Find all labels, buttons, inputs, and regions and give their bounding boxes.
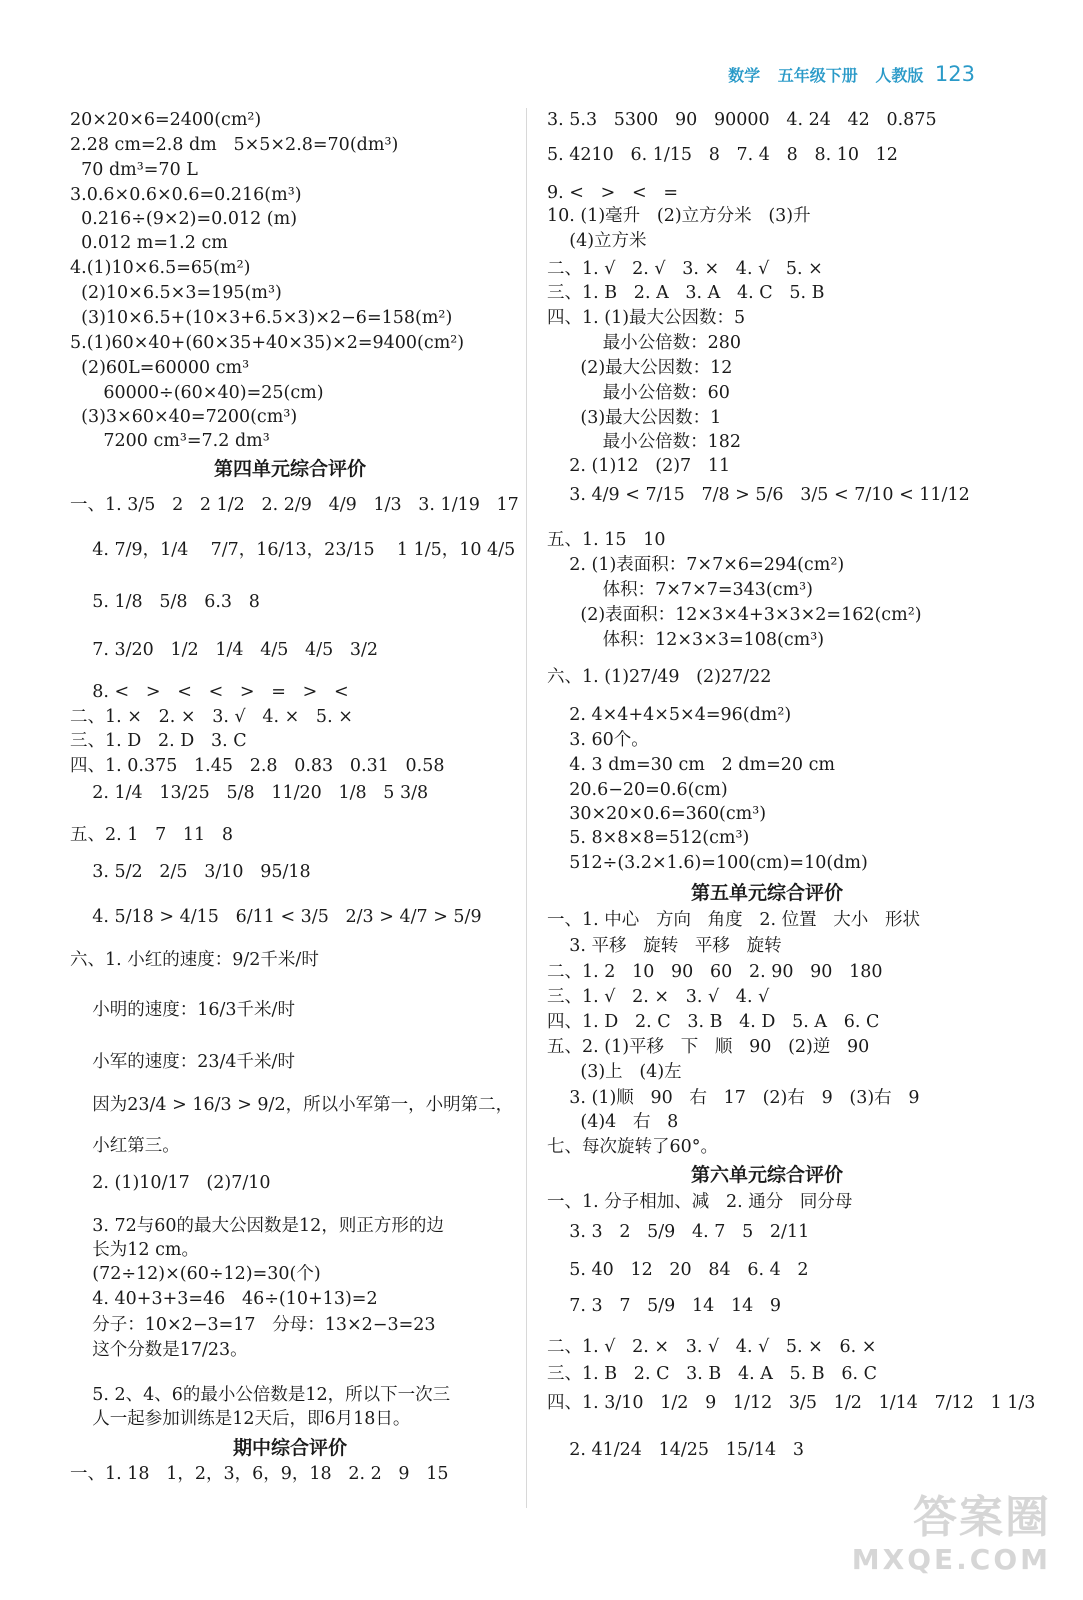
- answer-line: 7. 3/20 1/2 1/4 4/5 4/5 3/2: [70, 640, 379, 660]
- answer-line: (2)60L=60000 cm³: [70, 358, 250, 378]
- answer-line: 最小公倍数：280: [547, 333, 742, 353]
- answer-line: 一、1. 3/5 2 2 1/2 2. 2/9 4/9 1/3 3. 1/19 17: [70, 495, 519, 515]
- page-header: [716, 62, 975, 86]
- answer-line: 四、1. D 2. C 3. B 4. D 5. A 6. C: [547, 1012, 880, 1032]
- answer-line: 最小公倍数：60: [547, 383, 730, 403]
- answer-line: 三、1. √ 2. × 3. √ 4. √: [547, 987, 770, 1007]
- answer-line: 4. 3 dm=30 cm 2 dm=20 cm: [547, 755, 835, 775]
- answer-line: 5.(1)60×40+(60×35+40×35)×2=9400(cm²): [70, 333, 465, 353]
- answer-line: 30×20×0.6=360(cm³): [547, 804, 767, 824]
- answer-line: 2. 4×4+4×5×4=96(dm²): [547, 705, 792, 725]
- answer-line: (3)最大公因数：1: [547, 408, 722, 428]
- answer-line: 2. 41/24 14/25 15/14 3: [547, 1440, 805, 1460]
- answer-line: 3. 3 2 5/9 4. 7 5 2/11: [547, 1222, 810, 1242]
- section-title: 第五单元综合评价: [690, 882, 843, 904]
- section-title: 第六单元综合评价: [690, 1164, 843, 1186]
- answer-line: 9. < > < =: [547, 183, 678, 203]
- answer-line: 3. 60个。: [547, 730, 649, 750]
- answer-line: 人一起参加训练是12天后，即6月18日。: [70, 1409, 411, 1429]
- answer-line: 2. (1)12 (2)7 11: [547, 456, 731, 476]
- answer-line: 小明的速度：16/3千米/时: [70, 1000, 295, 1020]
- answer-line: (4)4 右 8: [547, 1112, 679, 1132]
- answer-line: 因为23/4 > 16/3 > 9/2，所以小军第一，小明第二，: [70, 1095, 514, 1115]
- answer-line: 4. 5/18 > 4/15 6/11 < 3/5 2/3 > 4/7 > 5/9: [70, 907, 482, 927]
- answer-line: 二、1. √ 2. √ 3. × 4. √ 5. ×: [547, 259, 823, 279]
- answer-line: 六、1. (1)27/49 (2)27/22: [547, 667, 772, 687]
- watermark: [851, 1492, 1051, 1582]
- answer-line: 4. 40+3+3=46 46÷(10+13)=2: [70, 1289, 378, 1309]
- answer-line: 5. 1/8 5/8 6.3 8: [70, 592, 260, 612]
- answer-line: 三、1. D 2. D 3. C: [70, 731, 247, 751]
- answer-line: 8. < > < < > = > <: [70, 682, 349, 702]
- answer-line: (2)表面积：12×3×4+3×3×2=162(cm²): [547, 605, 922, 625]
- section-title: 期中综合评价: [232, 1437, 347, 1459]
- answer-line: 长为12 cm。: [70, 1240, 199, 1260]
- answer-line: 5. 40 12 20 84 6. 4 2: [547, 1260, 809, 1280]
- answer-line: 5. 4210 6. 1/15 8 7. 4 8 8. 10 12: [547, 145, 898, 165]
- answer-line: 3. 4/9 < 7/15 7/8 > 5/6 3/5 < 7/10 < 11/12: [547, 485, 970, 505]
- answer-line: (72÷12)×(60÷12)=30(个): [70, 1264, 321, 1284]
- answer-line: 五、2. 1 7 11 8: [70, 825, 233, 845]
- answer-line: (2)最大公因数：12: [547, 358, 733, 378]
- answer-line: 一、1. 18 1，2，3，6，9，18 2. 2 9 15: [70, 1464, 449, 1484]
- answer-line: 二、1. 2 10 90 60 2. 90 90 180: [547, 962, 883, 982]
- answer-line: 60000÷(60×40)=25(cm): [70, 383, 324, 403]
- answer-line: 六、1. 小红的速度：9/2千米/时: [70, 950, 319, 970]
- watermark-url: MXQE.COM: [851, 1543, 1051, 1576]
- answer-line: 20×20×6=2400(cm²): [70, 110, 262, 130]
- answer-line: 小军的速度：23/4千米/时: [70, 1052, 295, 1072]
- answer-line: 3. 平移 旋转 平移 旋转: [547, 936, 782, 956]
- answer-line: 二、1. × 2. × 3. √ 4. × 5. ×: [70, 707, 353, 727]
- answer-line: (4)立方米: [547, 231, 647, 251]
- answer-line: (3)上 (4)左: [547, 1062, 682, 1082]
- answer-line: 20.6−20=0.6(cm): [547, 780, 728, 800]
- edition: 人教版: [875, 66, 924, 85]
- answer-line: 三、1. B 2. A 3. A 4. C 5. B: [547, 283, 825, 303]
- answer-line: 3.0.6×0.6×0.6=0.216(m³): [70, 185, 302, 205]
- answer-line: 2. 1/4 13/25 5/8 11/20 1/8 5 3/8: [70, 783, 429, 803]
- answer-line: 512÷(3.2×1.6)=100(cm)=10(dm): [547, 853, 868, 873]
- answer-line: 3. (1)顺 90 右 17 (2)右 9 (3)右 9: [547, 1088, 920, 1108]
- answer-line: 4.(1)10×6.5=65(m²): [70, 258, 251, 278]
- answer-line: 0.012 m=1.2 cm: [70, 233, 228, 253]
- answer-line: 4. 7/9，1/4 7/7，16/13，23/15 1 1/5，10 4/5: [70, 540, 516, 560]
- answer-line: 一、1. 分子相加、减 2. 通分 同分母: [547, 1192, 853, 1212]
- answer-line: 2.28 cm=2.8 dm 5×5×2.8=70(dm³): [70, 135, 399, 155]
- answer-line: 五、2. (1)平移 下 顺 90 (2)逆 90: [547, 1037, 870, 1057]
- answer-line: 10. (1)毫升 (2)立方分米 (3)升: [547, 206, 811, 226]
- answer-line: 分子：10×2−3=17 分母：13×2−3=23: [70, 1315, 436, 1335]
- page-number: 123: [934, 62, 975, 86]
- answer-line: 0.216÷(9×2)=0.012 (m): [70, 209, 298, 229]
- grade: 五年级下册: [777, 66, 858, 85]
- answer-line: 五、1. 15 10: [547, 530, 666, 550]
- answer-line: 70 dm³=70 L: [70, 160, 198, 180]
- answer-line: 三、1. B 2. C 3. B 4. A 5. B 6. C: [547, 1364, 877, 1384]
- answer-line: 体积：7×7×7=343(cm³): [547, 580, 813, 600]
- answer-line: (3)3×60×40=7200(cm³): [70, 407, 298, 427]
- answer-line: 二、1. √ 2. × 3. √ 4. √ 5. × 6. ×: [547, 1337, 877, 1357]
- answer-line: 体积：12×3×3=108(cm³): [547, 630, 825, 650]
- answer-line: 这个分数是17/23。: [70, 1340, 248, 1360]
- watermark-logo: 答案圈: [913, 1492, 1051, 1543]
- answer-line: 一、1. 中心 方向 角度 2. 位置 大小 形状: [547, 910, 920, 930]
- answer-line: 3. 5.3 5300 90 90000 4. 24 42 0.875: [547, 110, 937, 130]
- section-title: 第四单元综合评价: [213, 458, 366, 480]
- answer-line: 2. (1)表面积：7×7×6=294(cm²): [547, 555, 845, 575]
- answer-line: 7200 cm³=7.2 dm³: [70, 431, 270, 451]
- answer-line: 5. 2、4、6的最小公倍数是12，所以下一次三: [70, 1385, 451, 1405]
- answer-line: (3)10×6.5+(10×3+6.5×3)×2−6=158(m²): [70, 308, 453, 328]
- answer-line: 3. 5/2 2/5 3/10 95/18: [70, 862, 311, 882]
- answer-line: 四、1. 3/10 1/2 9 1/12 3/5 1/2 1/14 7/12 1 1/3: [547, 1393, 1036, 1413]
- answer-line: 四、1. 0.375 1.45 2.8 0.83 0.31 0.58: [70, 756, 445, 776]
- column-divider: [526, 108, 527, 1508]
- answer-line: 四、1. (1)最大公因数：5: [547, 308, 746, 328]
- answer-line: 最小公倍数：182: [547, 432, 742, 452]
- subject: 数学: [728, 66, 761, 85]
- answer-line: 3. 72与60的最大公因数是12，则正方形的边: [70, 1216, 444, 1236]
- answer-line: 5. 8×8×8=512(cm³): [547, 828, 750, 848]
- answer-line: (2)10×6.5×3=195(m³): [70, 283, 282, 303]
- answer-line: 7. 3 7 5/9 14 14 9: [547, 1296, 782, 1316]
- answer-line: 七、每次旋转了60°。: [547, 1137, 719, 1157]
- answer-line: 2. (1)10/17 (2)7/10: [70, 1173, 271, 1193]
- answer-line: 小红第三。: [70, 1136, 180, 1156]
